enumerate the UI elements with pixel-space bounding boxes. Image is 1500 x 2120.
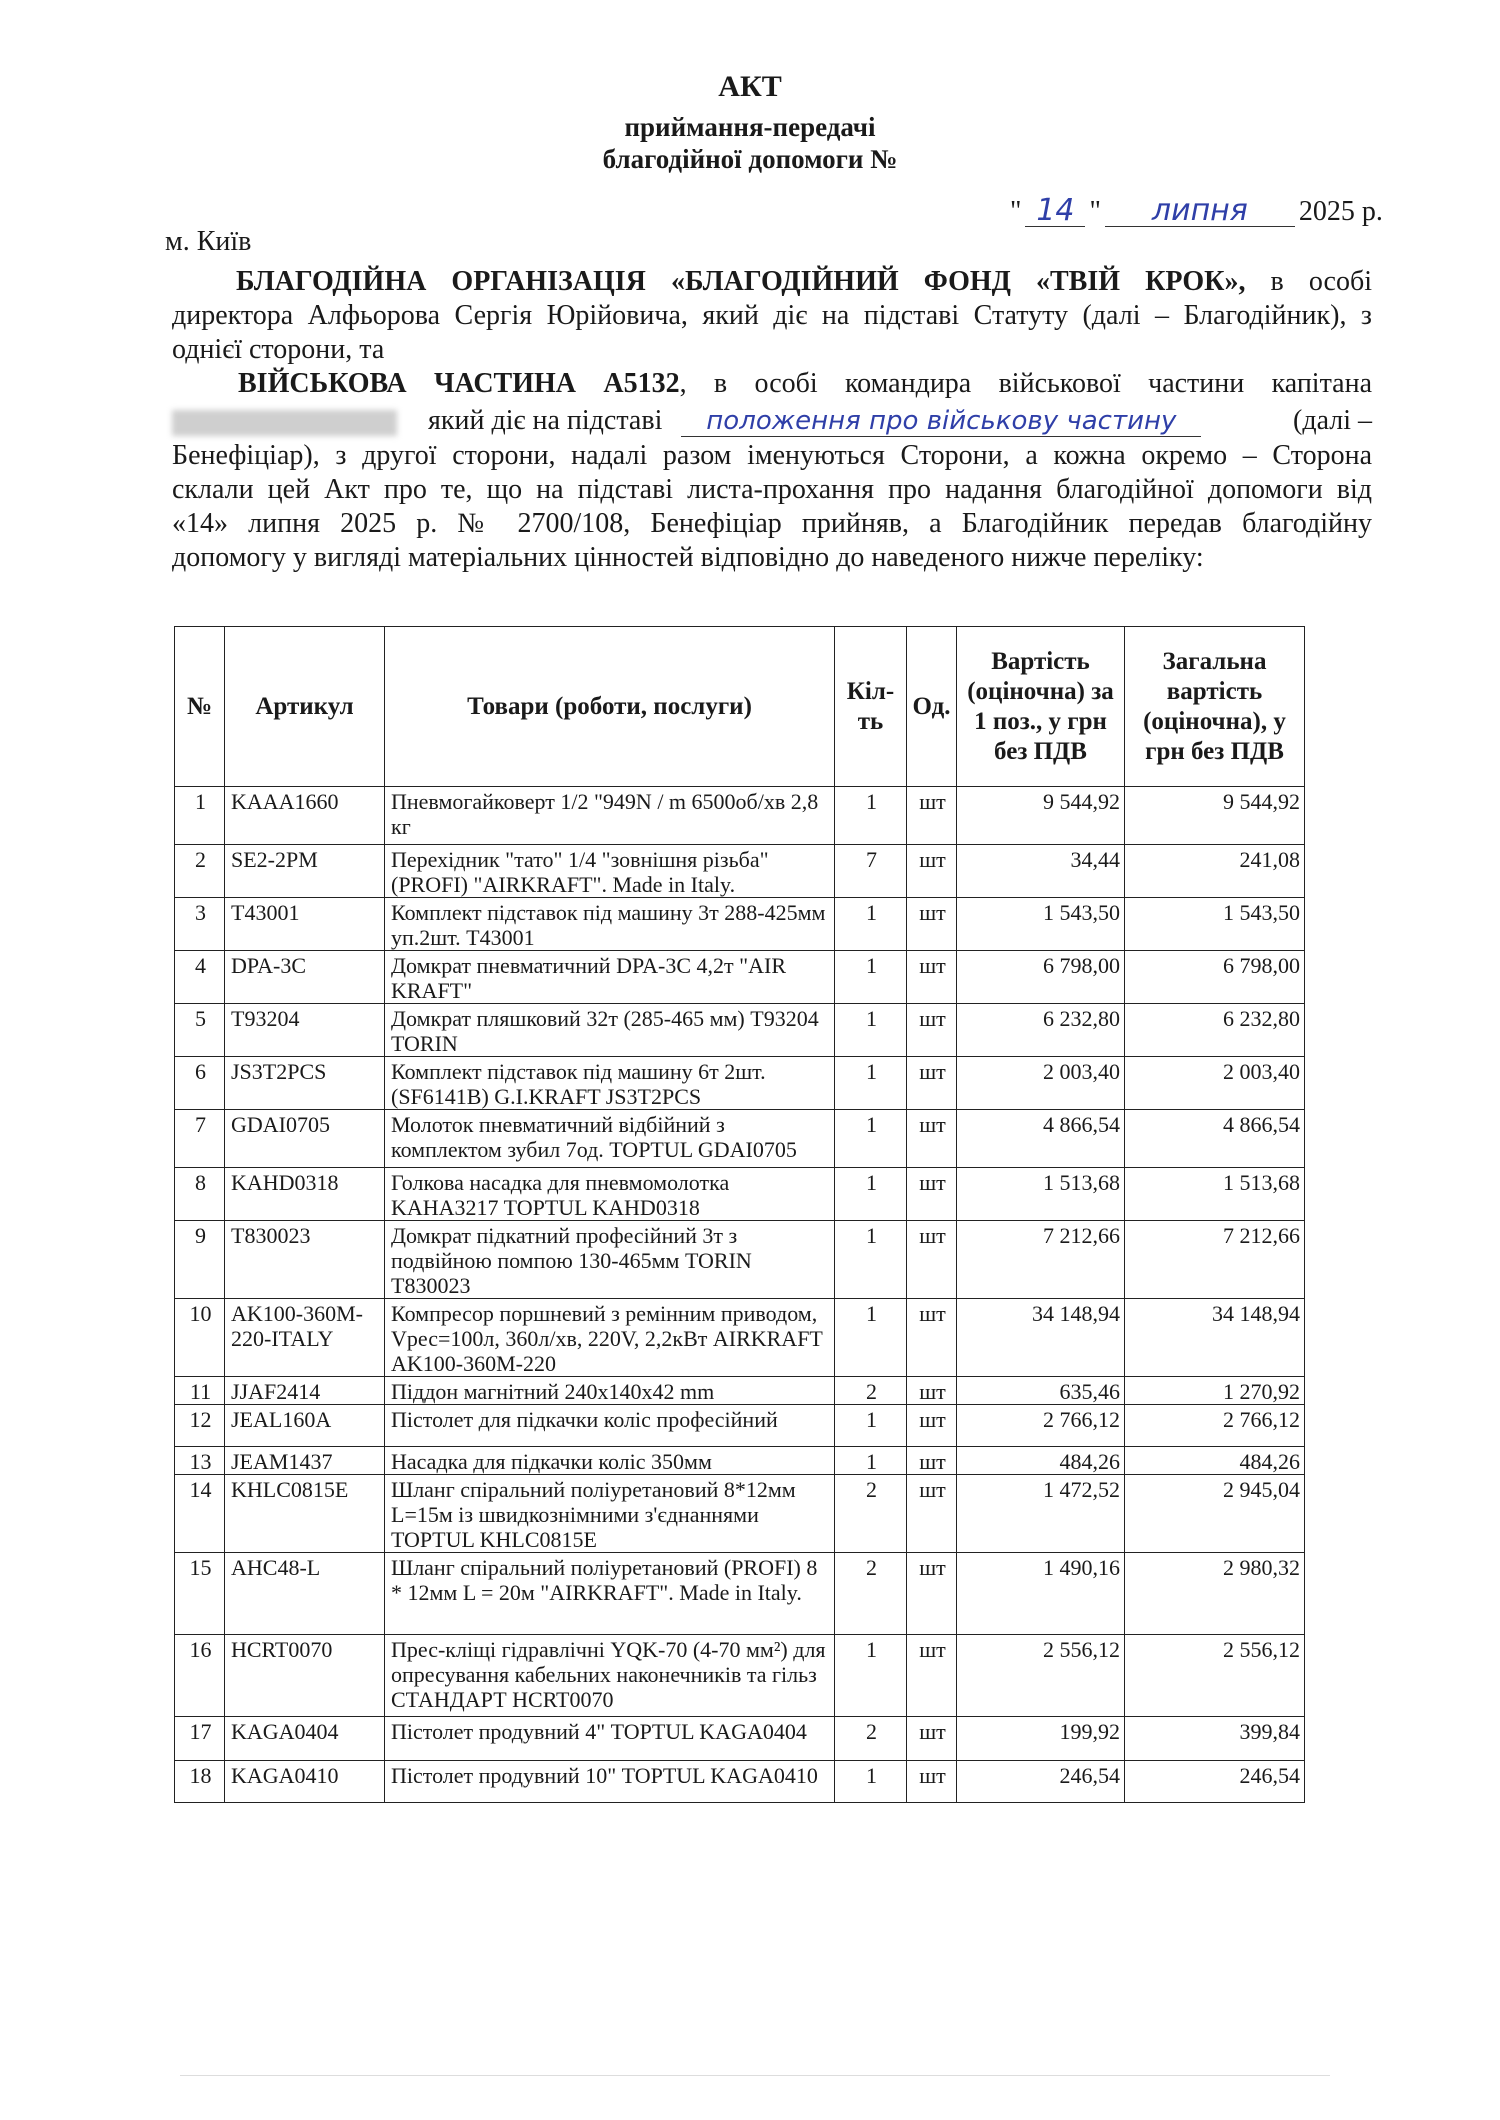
cell-total: 34 148,94	[1125, 1299, 1305, 1377]
cell-price: 1 472,52	[957, 1475, 1125, 1553]
cell-qty: 1	[835, 1761, 907, 1803]
cell-n: 14	[175, 1475, 225, 1553]
cell-article: HCRT0070	[225, 1635, 385, 1717]
cell-qty: 1	[835, 1168, 907, 1221]
cell-unit: шт	[907, 1553, 957, 1635]
document-title: АКТ	[718, 70, 782, 103]
cell-name: Домкрат підкатний професійний 3т з подвійною помпою 130-465мм TORIN T830023	[385, 1221, 835, 1299]
intro-line-help: допомогу у вигляді матеріальних цінностей відповідно до наведеного нижче переліку:	[172, 542, 1204, 573]
cell-name: Комплект підставок під машину 6т 2шт. (SF6141B) G.I.KRAFT JS3T2PCS	[385, 1057, 835, 1110]
cell-qty: 1	[835, 1057, 907, 1110]
cell-n: 4	[175, 951, 225, 1004]
cell-article: JS3T2PCS	[225, 1057, 385, 1110]
cell-price: 9 544,92	[957, 787, 1125, 845]
cell-price: 246,54	[957, 1761, 1125, 1803]
cell-qty: 7	[835, 845, 907, 898]
header-total: Загальна вартість (оціночна), у грн без ПДВ	[1125, 627, 1305, 787]
cell-name: Молоток пневматичний відбійний з комплектом зубил 7од. TOPTUL GDAI0705	[385, 1110, 835, 1168]
cell-price: 34 148,94	[957, 1299, 1125, 1377]
cell-total: 2 556,12	[1125, 1635, 1305, 1717]
cell-total: 7 212,66	[1125, 1221, 1305, 1299]
intro-line-side: однієї сторони, та	[172, 334, 385, 365]
cell-qty: 2	[835, 1475, 907, 1553]
cell-name: Домкрат пляшковий 32т (285-465 мм) T93204 TORIN	[385, 1004, 835, 1057]
cell-unit: шт	[907, 1057, 957, 1110]
cell-qty: 1	[835, 1221, 907, 1299]
cell-article: DPA-3C	[225, 951, 385, 1004]
cell-qty: 1	[835, 1299, 907, 1377]
table-row	[175, 1004, 1305, 1057]
table-row	[175, 1635, 1305, 1717]
cell-total: 399,84	[1125, 1717, 1305, 1761]
cell-qty: 1	[835, 1110, 907, 1168]
cell-article: JEAL160A	[225, 1405, 385, 1447]
cell-price: 2 003,40	[957, 1057, 1125, 1110]
date-month-handwritten: липня	[1105, 196, 1295, 227]
cell-unit: шт	[907, 1004, 957, 1057]
cell-unit: шт	[907, 1221, 957, 1299]
cell-unit: шт	[907, 1110, 957, 1168]
cell-n: 16	[175, 1635, 225, 1717]
cell-article: T830023	[225, 1221, 385, 1299]
cell-article: GDAI0705	[225, 1110, 385, 1168]
cell-name: Перехідник "тато" 1/4 "зовнішня різьба" (PROFI) "AIRKRAFT". Made in Italy.	[385, 845, 835, 898]
dali-text: (далі –	[1293, 405, 1372, 436]
cell-unit: шт	[907, 1168, 957, 1221]
cell-total: 484,26	[1125, 1447, 1305, 1475]
cell-total: 4 866,54	[1125, 1110, 1305, 1168]
unit-name: ВІЙСЬКОВА ЧАСТИНА А5132	[238, 368, 680, 399]
cell-n: 9	[175, 1221, 225, 1299]
cell-n: 6	[175, 1057, 225, 1110]
cell-price: 635,46	[957, 1377, 1125, 1405]
cell-name: Пістолет для підкачки коліс професійний	[385, 1405, 835, 1447]
cell-article: JEAM1437	[225, 1447, 385, 1475]
document-subtitle: приймання-передачі	[624, 112, 876, 142]
header-article: Артикул	[225, 627, 385, 787]
cell-article: JJAF2414	[225, 1377, 385, 1405]
cell-total: 6 232,80	[1125, 1004, 1305, 1057]
table-row	[175, 1447, 1305, 1475]
cell-price: 484,26	[957, 1447, 1125, 1475]
date-day-handwritten: 14	[1025, 196, 1085, 227]
cell-total: 9 544,92	[1125, 787, 1305, 845]
intro-line-beneficiary: Бенефіціар), з другої сторони, надалі разом іменуються Сторони, а кожна окремо – Сторона	[172, 440, 1372, 471]
cell-name: Пневмогайковерт 1/2 "949N / m 6500об/хв 2,8 кг	[385, 787, 835, 845]
table-row	[175, 951, 1305, 1004]
cell-price: 6 798,00	[957, 951, 1125, 1004]
cell-name: Шланг спіральний поліуретановий (PROFI) 8 * 12мм L = 20м "AIRKRAFT". Made in Italy.	[385, 1553, 835, 1635]
intro-line-unit	[172, 368, 1372, 400]
cell-unit: шт	[907, 898, 957, 951]
table-row	[175, 1168, 1305, 1221]
cell-article: T93204	[225, 1004, 385, 1057]
cell-qty: 1	[835, 787, 907, 845]
cell-n: 2	[175, 845, 225, 898]
document-date	[1010, 193, 1383, 228]
document-place: м. Київ	[165, 226, 252, 257]
intro-line-director: директора Алфьорова Сергія Юрійовича, який діє на підставі Статуту (далі – Благодійник), з	[172, 300, 1372, 331]
table-row	[175, 1057, 1305, 1110]
date-open-quote: "	[1010, 196, 1022, 227]
table-row	[175, 1475, 1305, 1553]
header-num: №	[175, 627, 225, 787]
cell-qty: 1	[835, 898, 907, 951]
cell-article: KAGA0410	[225, 1761, 385, 1803]
cell-qty: 1	[835, 1635, 907, 1717]
cell-n: 15	[175, 1553, 225, 1635]
cell-total: 2 945,04	[1125, 1475, 1305, 1553]
cell-price: 6 232,80	[957, 1004, 1125, 1057]
cell-price: 34,44	[957, 845, 1125, 898]
cell-total: 6 798,00	[1125, 951, 1305, 1004]
cell-n: 12	[175, 1405, 225, 1447]
header-goods: Товари (роботи, послуги)	[385, 627, 835, 787]
cell-qty: 1	[835, 1004, 907, 1057]
cell-article: SE2-2PM	[225, 845, 385, 898]
cell-price: 199,92	[957, 1717, 1125, 1761]
cell-name: Домкрат пневматичний DPA-3C 4,2т "AIR KRAFT"	[385, 951, 835, 1004]
cell-total: 246,54	[1125, 1761, 1305, 1803]
cell-unit: шт	[907, 1475, 957, 1553]
cell-unit: шт	[907, 1761, 957, 1803]
cell-article: AK100-360M-220-ITALY	[225, 1299, 385, 1377]
cell-article: AHC48-L	[225, 1553, 385, 1635]
table-row	[175, 1405, 1305, 1447]
cell-unit: шт	[907, 1635, 957, 1717]
cell-qty: 2	[835, 1553, 907, 1635]
cell-unit: шт	[907, 1377, 957, 1405]
cell-unit: шт	[907, 1717, 957, 1761]
date-close-quote: "	[1089, 196, 1101, 227]
cell-n: 17	[175, 1717, 225, 1761]
intro-line-org	[172, 266, 1372, 298]
cell-article: T43001	[225, 898, 385, 951]
cell-price: 1 490,16	[957, 1553, 1125, 1635]
header-qty: Кіл-ть	[835, 627, 907, 787]
cell-price: 1 543,50	[957, 898, 1125, 951]
intro-line-letter-date: «14» липня 2025 р. № 2700/108, Бенефіціар прийняв, а Благодійник передав благодійну	[172, 508, 1372, 539]
cell-total: 1 543,50	[1125, 898, 1305, 951]
cell-qty: 1	[835, 1405, 907, 1447]
cell-unit: шт	[907, 951, 957, 1004]
cell-price: 4 866,54	[957, 1110, 1125, 1168]
cell-unit: шт	[907, 1299, 957, 1377]
cell-total: 2 766,12	[1125, 1405, 1305, 1447]
intro-line-acting	[172, 405, 1372, 437]
table-row	[175, 1221, 1305, 1299]
cell-n: 18	[175, 1761, 225, 1803]
cell-total: 2 980,32	[1125, 1553, 1305, 1635]
cell-price: 1 513,68	[957, 1168, 1125, 1221]
unit-tail: , в особі командира військової частини капітана	[679, 368, 1372, 399]
cell-total: 2 003,40	[1125, 1057, 1305, 1110]
cell-name: Комплект підставок під машину 3т 288-425мм уп.2шт. T43001	[385, 898, 835, 951]
cell-name: Шланг спіральний поліуретановий 8*12мм L=15м із швидкознімними з'єднаннями TOPTUL KHLC0815E	[385, 1475, 835, 1553]
cell-n: 11	[175, 1377, 225, 1405]
cell-qty: 1	[835, 951, 907, 1004]
cell-unit: шт	[907, 787, 957, 845]
cell-qty: 2	[835, 1717, 907, 1761]
table-row	[175, 787, 1305, 845]
cell-qty: 2	[835, 1377, 907, 1405]
cell-article: KAGA0404	[225, 1717, 385, 1761]
cell-n: 7	[175, 1110, 225, 1168]
cell-article: KHLC0815E	[225, 1475, 385, 1553]
header-price: Вартість (оціночна) за 1 поз., у грн без ПДВ	[957, 627, 1125, 787]
cell-name: Голкова насадка для пневмомолотка KAHA3217 TOPTUL KAHD0318	[385, 1168, 835, 1221]
org-tail: в особі	[1270, 266, 1373, 297]
cell-name: Піддон магнітний 240х140х42 mm	[385, 1377, 835, 1405]
cell-total: 1 513,68	[1125, 1168, 1305, 1221]
cell-price: 2 556,12	[957, 1635, 1125, 1717]
cell-n: 10	[175, 1299, 225, 1377]
cell-n: 8	[175, 1168, 225, 1221]
cell-unit: шт	[907, 1447, 957, 1475]
cell-unit: шт	[907, 1405, 957, 1447]
cell-price: 7 212,66	[957, 1221, 1125, 1299]
cell-article: KAHD0318	[225, 1168, 385, 1221]
cell-n: 3	[175, 898, 225, 951]
cell-article: KAAA1660	[225, 787, 385, 845]
items-table	[174, 626, 1305, 1803]
cell-n: 13	[175, 1447, 225, 1475]
document-subtitle-number: благодійної допомоги №	[602, 144, 898, 174]
table-row	[175, 1717, 1305, 1761]
cell-name: Компресор поршневий з ремінним приводом, Vрес=100л, 360л/хв, 220V, 2,2кВт AIRKRAFT AK100-360M-220	[385, 1299, 835, 1377]
cell-n: 5	[175, 1004, 225, 1057]
date-year: 2025 р.	[1298, 196, 1383, 227]
cell-unit: шт	[907, 845, 957, 898]
table-row	[175, 898, 1305, 951]
cell-name: Прес-кліщі гідравлічні YQK-70 (4-70 мм²) для опресування кабельних наконечників та гільз СТАНДАРТ HCRT0070	[385, 1635, 835, 1717]
table-row	[175, 1110, 1305, 1168]
cell-total: 1 270,92	[1125, 1377, 1305, 1405]
cell-name: Насадка для підкачки коліс 350мм	[385, 1447, 835, 1475]
table-row	[175, 1761, 1305, 1803]
cell-price: 2 766,12	[957, 1405, 1125, 1447]
table-row	[175, 1377, 1305, 1405]
cell-name: Пістолет продувний 10" TOPTUL KAGA0410	[385, 1761, 835, 1803]
header-unit: Од.	[907, 627, 957, 787]
cell-qty: 1	[835, 1447, 907, 1475]
cell-name: Пістолет продувний 4" TOPTUL KAGA0404	[385, 1717, 835, 1761]
page-bottom-rule	[180, 2075, 1330, 2076]
org-name: БЛАГОДІЙНА ОРГАНІЗАЦІЯ «БЛАГОДІЙНИЙ ФОНД «ТВІЙ КРОК»,	[236, 266, 1246, 297]
table-row	[175, 845, 1305, 898]
intro-line-compiled: склали цей Акт про те, що на підставі листа-прохання про надання благодійної допомоги від	[172, 474, 1372, 505]
cell-total: 241,08	[1125, 845, 1305, 898]
acting-text: який діє на підставі	[428, 405, 663, 436]
cell-n: 1	[175, 787, 225, 845]
redacted-name	[172, 410, 397, 436]
table-row	[175, 1299, 1305, 1377]
table-row	[175, 1553, 1305, 1635]
table-header-row	[175, 627, 1305, 787]
basis-handwritten: положення про військову частину	[681, 406, 1201, 437]
